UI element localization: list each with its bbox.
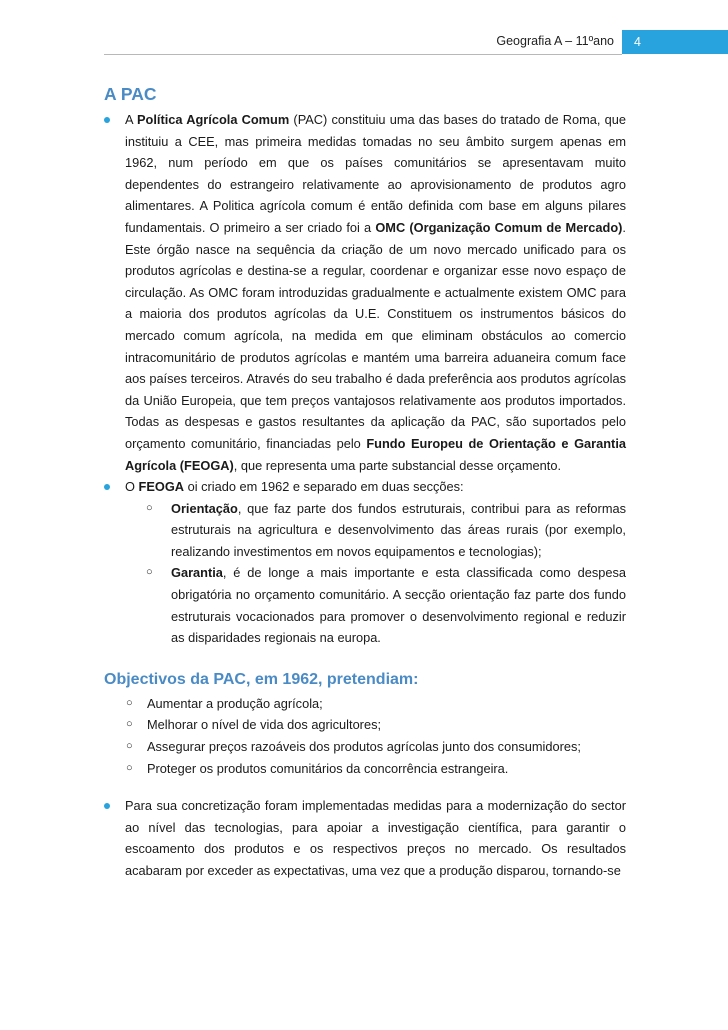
bold-run: OMC (Organização Comum de Mercado) [375,219,623,235]
header-rule [104,54,622,55]
bold-run: Fundo Europeu de Orientação e Garantia Agrícola (FEOGA) [125,435,626,473]
text-run: . Este órgão nasce na sequência da criação de um novo mercado unificado para os produtos agrícolas e destina-se a regular, coordenar e organizar esse novo espaço de circulação. As OMC foram introduzidas gradualmente e actualmente existem OMC para a maioria dos produtos agrícolas da U.E. Constituem os instrumentos básicos do mercado comum agrícola, na medida em que eliminam obstáculos ao comercio intracomunitário de produtos agrícolas e mantém uma barreira aduaneira comum face aos países terceiros. Através do seu trabalho é dada preferência aos produtos agrícolas da União Europeia, que tem preços vantajosos relativamente aos produtos importados. Todas as despesas e gastos resultantes da aplicação da PAC, são suportados pelo orçamento comunitário, financiadas pelo [125,219,626,451]
objective-text: Proteger os produtos comunitários da concorrência estrangeira. [147,760,509,776]
objective-text: Assegurar preços razoáveis dos produtos agrícolas junto dos consumidores; [147,739,581,755]
objective-text: Melhorar o nível de vida dos agricultores; [147,717,382,733]
objective-item [104,758,626,780]
text-run: , que representa uma parte substancial desse orçamento. [233,457,562,473]
paragraph-implementation [104,795,626,881]
objective-item [104,693,626,715]
bold-run: Política Agrícola Comum [137,112,290,127]
text-run: (PAC) constituiu uma das bases do tratado de Roma, que instituiu a CEE, mas primeira medidas tomadas no seu âmbito surgem apenas em 1962, num período em que os países comunitários se apresentavam muito dependentes do estrangeiro relativamente ao aprovisionamento de produtos agro alimentares. A Politica agrícola comum é então definida com base em alguns pilares fundamentais. O primeiro a ser criado foi a [125,112,627,235]
text-run: oi criado em 1962 e separado em duas secções: [184,479,464,495]
paragraph-pac-intro [104,109,626,476]
section-heading-objectives: Objectivos da PAC, em 1962, pretendiam: [104,670,419,688]
hollow-circle-icon: ○ [146,566,153,579]
objective-item [104,736,626,758]
text-run: , que faz parte dos fundos estruturais, contribui para as reformas estruturais na agricultura e desenvolvimento das áreas rurais (por exemplo, realizando investimentos em novos equipamentos e tecnologias); [171,500,626,559]
bold-run: Orientação [171,500,238,516]
hollow-circle-icon: ○ [126,718,133,731]
text-run: O [125,479,139,495]
sub-item-orientacao [104,498,626,563]
text-run: Para sua concretização foram implementadas medidas para a modernização do sector ao nível das tecnologias, para apoiar a investigação científica, para garantir o escoamento dos produtos e os respectivos preços no mercado. Os resultados acabaram por exceder as expectativas, uma vez que a produção disparou, tornando-se [125,798,626,878]
bold-run: FEOGA [138,479,185,495]
hollow-circle-icon: ○ [126,696,133,709]
hollow-circle-icon: ○ [126,761,133,774]
bullet-dot-icon [104,117,110,123]
bold-run: Garantia [171,565,223,581]
section-heading-pac: A PAC [104,84,157,104]
paragraph-feoga [104,476,626,498]
document-body [104,84,626,882]
page-header [104,30,728,56]
objective-text: Aumentar a produção agrícola; [147,695,323,711]
text-run: A [125,112,138,127]
page-number: 4 [622,30,728,54]
text-run: , é de longe a mais importante e esta classificada como despesa obrigatória no orçamento comunitário. A secção orientação faz parte dos fundo estruturais vocacionados para promover o desenvolvimento regional e reduzir as disparidades regionais na europa. [171,565,626,646]
bullet-dot-icon [104,803,110,809]
hollow-circle-icon: ○ [146,501,153,514]
bullet-dot-icon [104,484,110,490]
objective-item [104,714,626,736]
sub-item-garantia [104,562,626,648]
header-title: Geografia A – 11ºano [496,34,614,48]
hollow-circle-icon: ○ [126,740,133,753]
